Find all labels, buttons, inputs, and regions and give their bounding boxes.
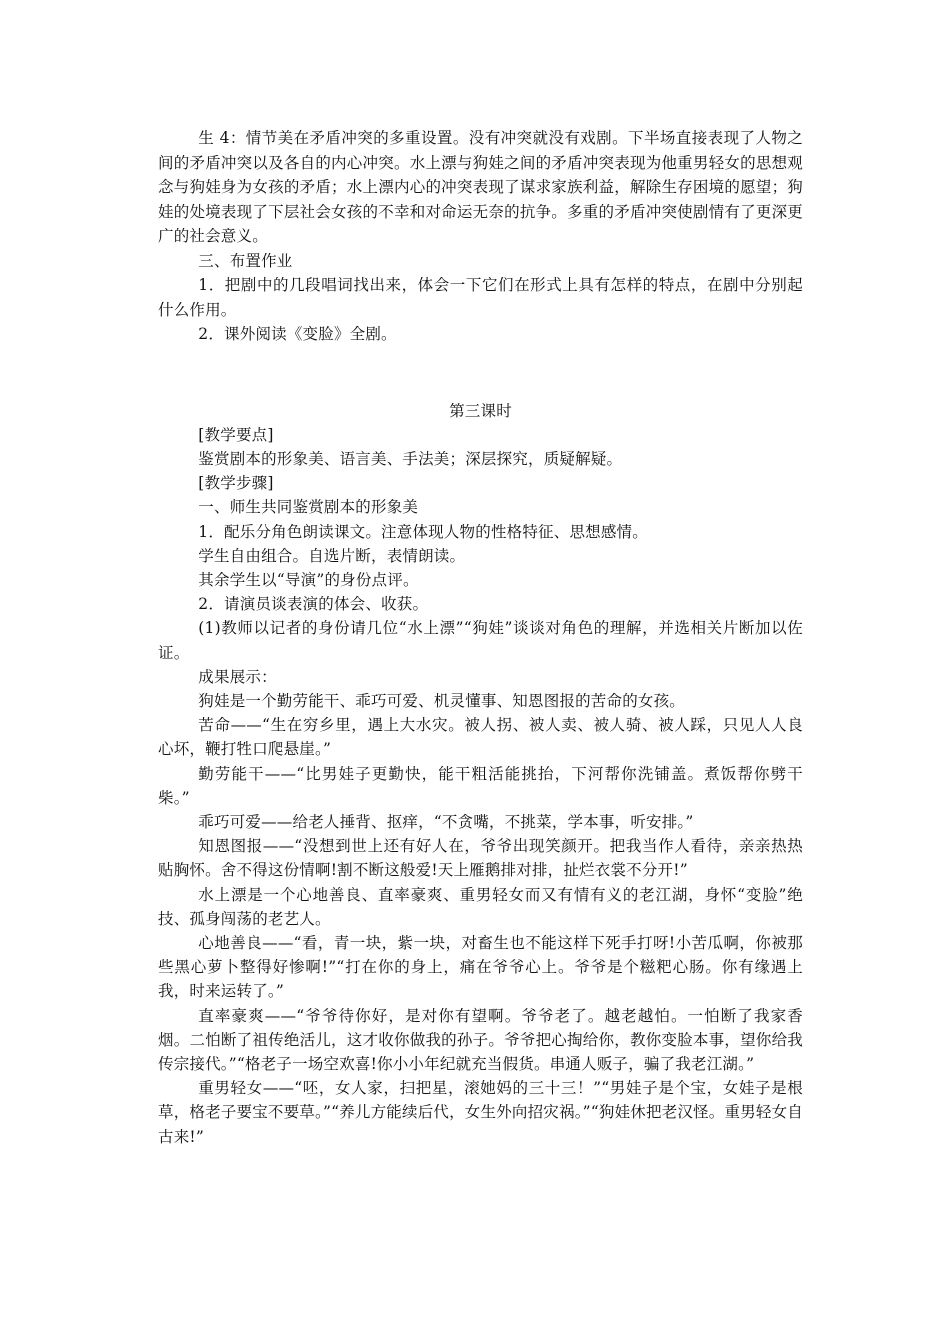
paragraph-director-comment: 其余学生以“导演”的身份点评。 bbox=[198, 570, 419, 589]
paragraph-homework-2: 2．课外阅读《变脸》全剧。 bbox=[198, 325, 397, 343]
paragraph-clever-cute: 乖巧可爱——给老人捶背、抠痒，“不贪嘴，不挑菜，学本事，听安排。” bbox=[198, 812, 694, 831]
paragraph-teaching-points: 鉴赏剧本的形象美、语言美、手法美；深层探究，质疑解疑。 bbox=[198, 449, 623, 468]
section-title: 第三课时 bbox=[449, 401, 512, 420]
paragraph-favor-boys: 重男轻女——“呸，女人家，扫把星，滚她妈的三十三！”“男娃子是个宝，女娃子是根草，格老子要宝不要草。”“养儿方能续后代，女生外向招灾祸。”“狗娃休把老汉怪。重男轻女自古来!” bbox=[158, 1079, 803, 1146]
label-teaching-steps: [教学步骤] bbox=[198, 474, 274, 493]
paragraph-free-group: 学生自由组合。自选片断，表情朗读。 bbox=[198, 546, 466, 565]
heading-step-1: 一、师生共同鉴赏剧本的形象美 bbox=[198, 498, 419, 517]
paragraph-shuishangpiao-summary: 水上漂是一个心地善良、直率豪爽、重男轻女而又有情有义的老江湖，身怀“变脸”绝技、孤身闯荡的老艺人。 bbox=[158, 885, 803, 928]
paragraph-reporter: (1)教师以记者的身份请几位“水上漂”“狗娃”谈谈对角色的理解，并选相关片断加以佐证。 bbox=[158, 619, 803, 662]
paragraph-kind-hearted: 心地善良——“看，青一块，紫一块，对畜生也不能这样下死手打呀!小苦瓜啊，你被那些黑心萝卜整得好惨啊!”“打在你的身上，痛在爷爷心上。爷爷是个糍粑心肠。你有缘遇上我，时来运转了。” bbox=[158, 933, 803, 1001]
paragraph-straightforward: 直率豪爽——“爷爷待你好，是对你有望啊。爷爷老了。越老越怕。一怕断了我家香烟。二怕断了祖传绝活儿，这才收你做我的孙子。爷爷把心掏给你，教你变脸本事，望你给我传宗接代。”“格老子一场空欢喜!你小小年纪就充当假货。串通人贩子，骗了我老江湖。” bbox=[158, 1006, 803, 1073]
paragraph-student4: 生 4：情节美在矛盾冲突的多重设置。没有冲突就没有戏剧。下半场直接表现了人物之间的矛盾冲突以及各自的内心冲突。水上漂与狗娃之间的矛盾冲突表现为他重男轻女的思想观念与狗娃身为女孩的矛盾；水上漂内心的冲突表现了谋求家族利益，解除生存困境的愿望；狗娃的处境表现了下层社会女孩的不幸和对命运无奈的抗争。多重的矛盾冲突使剧情有了更深更广的社会意义。 bbox=[158, 129, 803, 245]
label-results: 成果展示： bbox=[198, 667, 277, 686]
paragraph-grateful: 知恩图报——“没想到世上还有好人在，爷爷出现笑颜开。把我当作人看待，亲亲热热贴胸怀。舍不得这份情啊!割不断这般爱!天上雁鹅排对排，扯烂衣裳不分开!” bbox=[158, 837, 803, 880]
paragraph-hardworking: 勤劳能干——“比男娃子更勤快，能干粗活能挑抬，下河帮你洗铺盖。煮饭帮你劈干柴。” bbox=[158, 764, 803, 807]
paragraph-bitter-fate: 苦命——“生在穷乡里，遇上大水灾。被人拐、被人卖、被人骑、被人踩，只见人人良心坏，鞭打牲口爬悬崖。” bbox=[158, 716, 803, 759]
paragraph-homework-1: 1．把剧中的几段唱词找出来，体会一下它们在形式上具有怎样的特点，在剧中分别起什么作用。 bbox=[158, 276, 803, 319]
paragraph-gouwa-summary: 狗娃是一个勤劳能干、乖巧可爱、机灵懂事、知恩图报的苦命的女孩。 bbox=[198, 691, 685, 710]
label-teaching-points: [教学要点] bbox=[198, 425, 274, 444]
paragraph-step-1-2: 2．请演员谈表演的体会、收获。 bbox=[198, 595, 429, 614]
document-body bbox=[158, 126, 803, 1149]
paragraph-step-1-1: 1．配乐分角色朗读课文。注意体现人物的性格特征、思想感情。 bbox=[198, 522, 648, 541]
heading-assign-homework: 三、布置作业 bbox=[198, 251, 293, 270]
section-gap bbox=[158, 347, 803, 399]
